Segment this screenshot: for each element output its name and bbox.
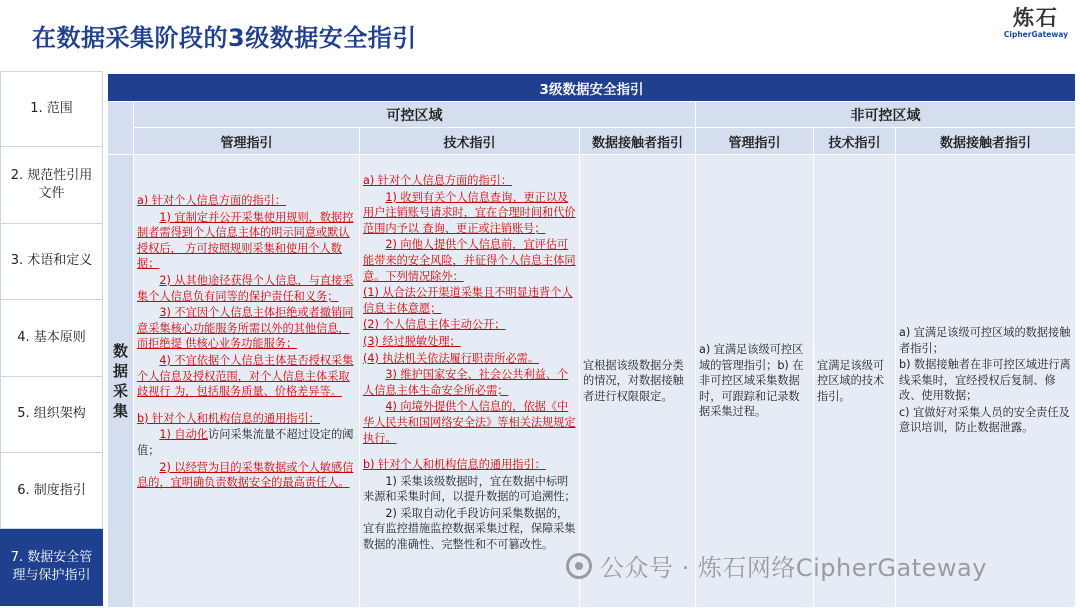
mgmt-b-1-highlight: 1) 自动化 bbox=[159, 428, 208, 442]
logo-chinese-text: 炼石 bbox=[1012, 6, 1059, 30]
wechat-official-account-icon bbox=[566, 553, 592, 579]
mgmt-b-1-rest: 访问采集流量不超过设定的阈值； bbox=[137, 428, 354, 457]
page-title: 在数据采集阶段的3级数据安全指引 bbox=[32, 24, 417, 52]
tech-a-2-4: (4) 执法机关依法履行职责所必需。 bbox=[363, 351, 540, 365]
mgmt-b-title: b) 针对个人和机构信息的通用指引： bbox=[137, 411, 320, 425]
mgmt-a-2: 2) 从其他途径获得个人信息，与直接采集个人信息负有同等的保护责任和义务； bbox=[137, 273, 354, 303]
sidebar-item-terms-definitions[interactable]: 3. 术语和定义 bbox=[0, 224, 103, 300]
cell-controlled-mgmt bbox=[134, 155, 360, 608]
tech-b-2: 2) 采取自动化手段访问采集数据的，宜有监控措施监控数据采集过程，保障采集数据的准确性、完整性和不可篡改性。 bbox=[363, 506, 576, 552]
sidebar-nav bbox=[0, 71, 103, 606]
col-header-mgmt: 管理指引 bbox=[134, 128, 360, 155]
sidebar-item-data-security-guide[interactable]: 7. 数据安全管理与保护指引 bbox=[0, 529, 103, 605]
contact2-c: c) 宜做好对采集人员的安全责任及意识培训，防止数据泄露。 bbox=[899, 405, 1070, 435]
tech-a-2-2: (2) 个人信息主体主动公开； bbox=[363, 318, 506, 332]
cell-uncontrolled-tech: 宜满足该级可控区域的技术指引。 bbox=[814, 155, 896, 608]
cell-uncontrolled-mgmt: a) 宜满足该级可控区域的管理指引；b) 在非可控区域采集数据时，可跟踪和记录数据采集过程。 bbox=[696, 155, 814, 608]
row-label-data-collection bbox=[108, 155, 134, 608]
table-title: 3级数据安全指引 bbox=[108, 74, 1076, 102]
tech-a-4: 4) 向境外提供个人信息的，依据《中华人民共和国网络安全法》等相关法规规定执行。 bbox=[363, 400, 576, 445]
watermark-text: 公众号 · 炼石网络CipherGateway bbox=[600, 554, 987, 582]
col-header-tech-uncontrolled: 技术指引 bbox=[814, 128, 896, 155]
mgmt-a-4: 4) 不宜依据个人信息主体是否授权采集个人信息及授权范围，对个人信息主体采取歧视行 为，包括服务质量、价格差异等。 bbox=[137, 353, 354, 399]
security-guide-table bbox=[107, 73, 1075, 608]
group-uncontrolled-area: 非可控区域 bbox=[696, 102, 1076, 128]
contact2-a: a) 宜满足该级可控区域的数据接触者指引； bbox=[899, 325, 1071, 355]
company-logo bbox=[1004, 6, 1068, 39]
tech-a-3: 3) 维护国家安全、社会公共利益、个人信息主体生命安全所必需； bbox=[363, 368, 569, 397]
group-controlled-area: 可控区域 bbox=[134, 102, 696, 128]
tech-a-1: 1) 收到有关个人信息查询、更正以及用户注销账号请求时，宜在合理时间和代价范围内予以 查询、更正或注销账号； bbox=[363, 190, 576, 235]
tech-a-2-3: (3) 经过脱敏处理； bbox=[363, 334, 461, 348]
mgmt-a-title: a) 针对个人信息方面的指引： bbox=[137, 194, 287, 207]
sidebar-item-policy-guide[interactable]: 6. 制度指引 bbox=[0, 453, 103, 529]
mgmt-b-2: 2) 以经营为目的采集数据或个人敏感信息的，宜明确负责数据安全的最高责任人。 bbox=[137, 460, 354, 490]
cell-controlled-tech bbox=[360, 155, 580, 608]
corner-cell bbox=[108, 102, 134, 155]
tech-a-2-1: (1) 从合法公开渠道采集且不明显违背个人信息主体意愿； bbox=[363, 286, 573, 315]
sidebar-item-scope[interactable]: 1. 范围 bbox=[0, 71, 103, 147]
col-header-mgmt-uncontrolled: 管理指引 bbox=[696, 128, 814, 155]
contact2-b: b) 数据接触者在非可控区域进行离线采集时，宜经授权后复制、修改、使用数据； bbox=[899, 358, 1071, 403]
mgmt-a-1: 1) 宜制定并公开采集使用规则，数据控制者需得到个人信息主体的明示同意或默认授权后， 方可按照规则采集和使用个人数据； bbox=[137, 210, 354, 271]
mgmt-a-3: 3) 不宜因个人信息主体拒绝或者撤销同意采集核心功能服务所需以外的其他信息，而拒绝提 供核心业务功能服务； bbox=[137, 306, 354, 351]
col-header-tech: 技术指引 bbox=[360, 128, 580, 155]
col-header-contact-uncontrolled: 数据接触者指引 bbox=[896, 128, 1076, 155]
tech-b-title: b) 针对个人和机构信息的通用指引： bbox=[363, 458, 546, 472]
mgmt-b-1 bbox=[137, 427, 356, 458]
sidebar-item-organization[interactable]: 5. 组织架构 bbox=[0, 377, 103, 453]
logo-english-text: CipherGateway bbox=[1003, 30, 1068, 39]
wechat-watermark bbox=[566, 548, 987, 583]
tech-a-2: 2) 向他人提供个人信息前，宜评估可能带来的安全风险，并征得个人信息主体同意。下列情况除外： bbox=[363, 238, 576, 283]
tech-a-title: a) 针对个人信息方面的指引： bbox=[363, 174, 513, 187]
cell-controlled-contact: 宜根据该级数据分类的情况，对数据接触者进行权限限定。 bbox=[580, 155, 696, 608]
sidebar-item-normative-references[interactable]: 2. 规范性引用文件 bbox=[0, 147, 103, 223]
sidebar-item-basic-principles[interactable]: 4. 基本原则 bbox=[0, 300, 103, 376]
cell-uncontrolled-contact bbox=[896, 155, 1076, 608]
col-header-contact: 数据接触者指引 bbox=[580, 128, 696, 155]
row-label-text: 数据采集 bbox=[112, 342, 128, 420]
tech-b-1: 1) 采集该级数据时，宜在数据中标明来源和采集时间，以提升数据的可追溯性； bbox=[363, 474, 576, 504]
